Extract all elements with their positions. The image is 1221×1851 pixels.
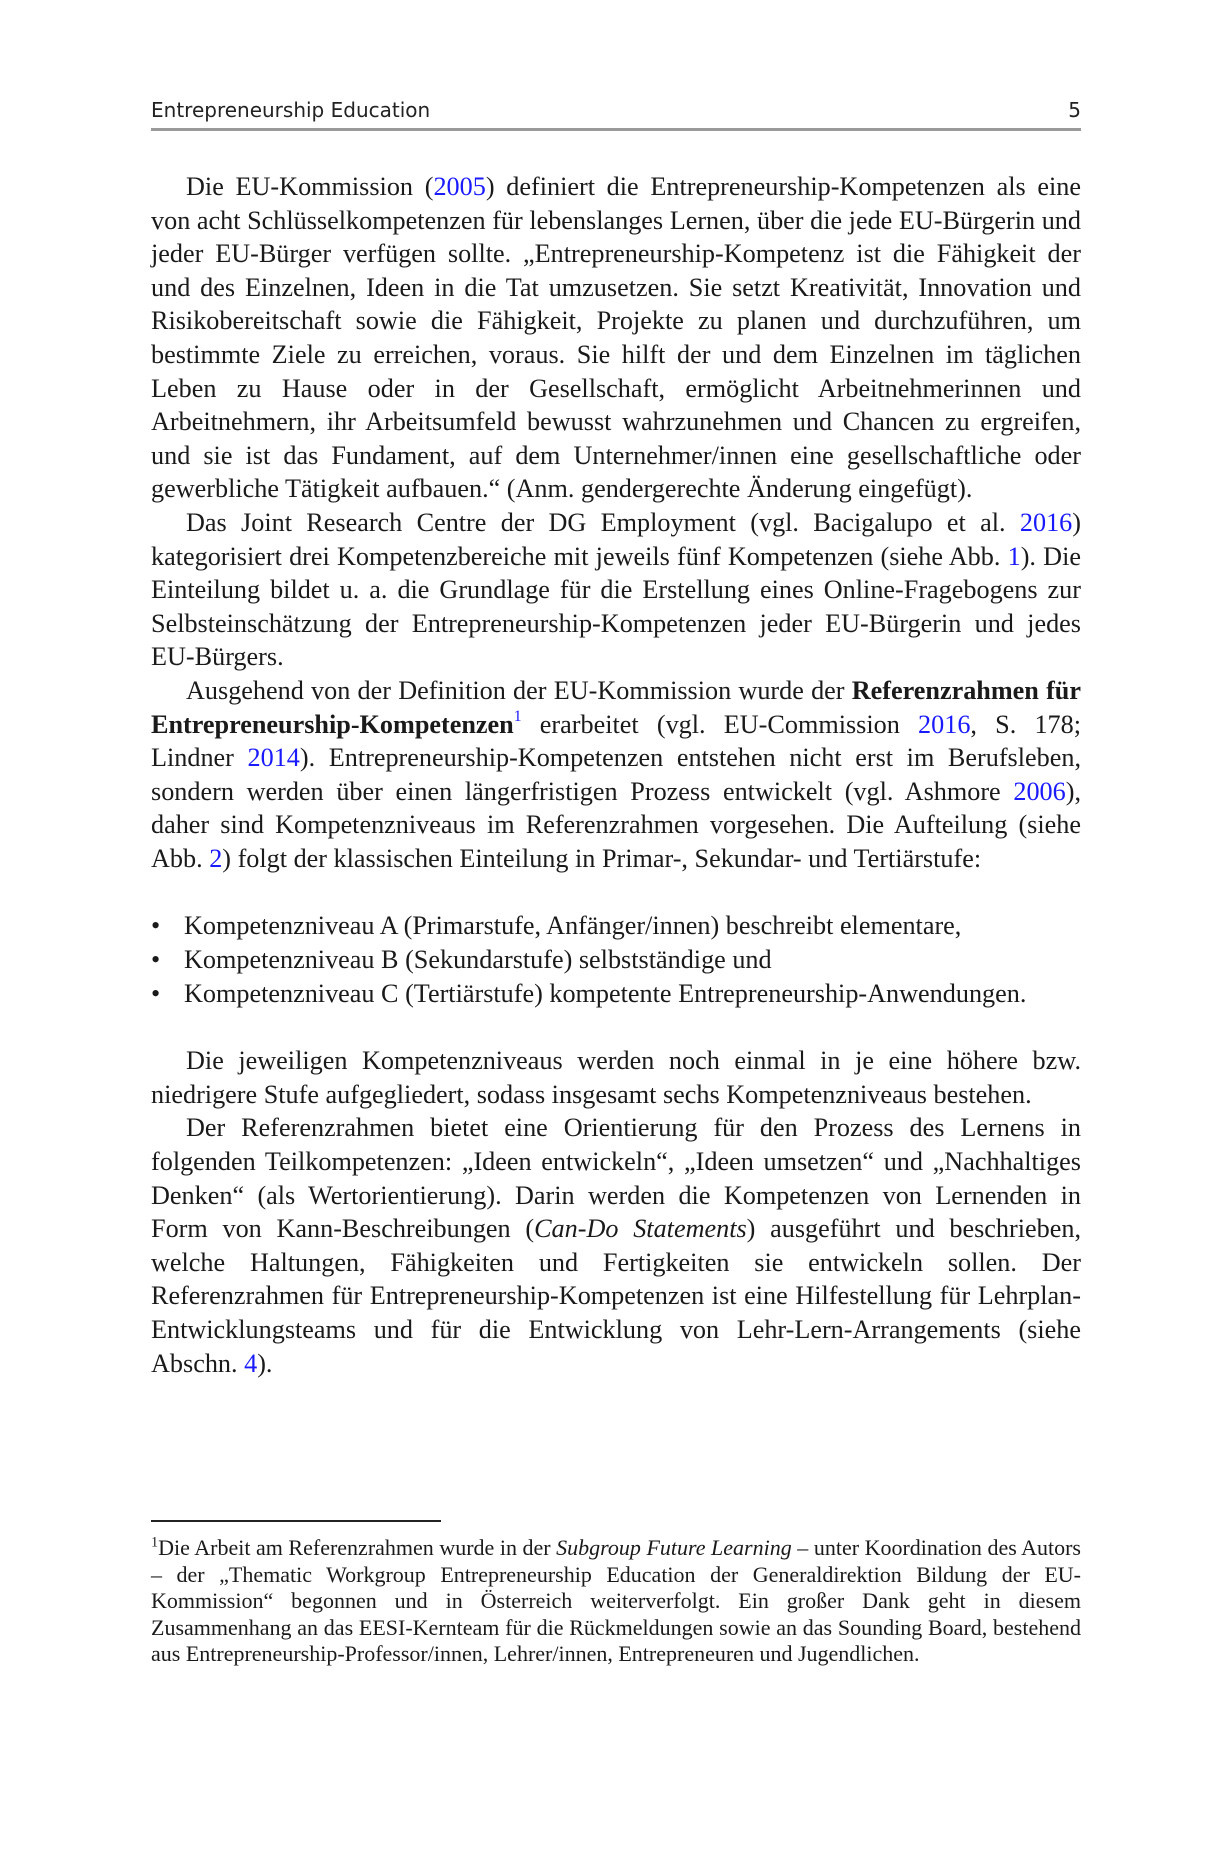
list-item <box>151 977 1081 1011</box>
text-span: erarbeitet (vgl. EU-Commission <box>521 709 919 739</box>
text-span: ). Entrepreneurship-Kompetenzen entstehen nicht erst im Berufsleben, sondern werden über einen längerfristigen Prozess entwickelt (vgl. Ashmore <box>151 743 1081 806</box>
list-item <box>151 943 1081 977</box>
list-item-text: Kompetenzniveau C (Tertiärstufe) kompetente Entrepreneurship-Anwendungen. <box>184 978 1027 1008</box>
text-span: ) kategorisiert drei Kompetenzbereiche mit jeweils fünf Kompetenzen (siehe Abb. <box>151 507 1081 571</box>
list-item-text: Kompetenzniveau B (Sekundarstufe) selbstständige und <box>184 945 772 975</box>
section-link-4[interactable]: 4 <box>244 1348 258 1378</box>
bullet-icon: • <box>151 911 161 941</box>
citation-link-eu-commission-2016[interactable]: 2016 <box>918 709 971 739</box>
running-header <box>151 98 1081 131</box>
citation-link-ashmore-2006[interactable]: 2006 <box>1013 776 1066 806</box>
text-span: , S. 178; Lindner <box>151 709 1082 773</box>
italic-term: Subgroup Future Learning <box>556 1535 792 1560</box>
paragraph-joint-research-centre <box>151 506 1081 674</box>
text-span: ). <box>257 1348 273 1378</box>
text-span: Ausgehend von der Definition der EU-Kommission wurde der <box>186 675 852 705</box>
list-item <box>151 909 1081 943</box>
text-span: ), daher sind Kompetenzniveaus im Referenzrahmen vorgesehen. Die Aufteilung (siehe Abb. <box>151 776 1081 873</box>
footnote-link-1[interactable]: 1 <box>513 707 522 725</box>
text-span: ) folgt der klassischen Einteilung in Primar-, Sekundar- und Tertiärstufe: <box>222 843 982 873</box>
running-title: Entrepreneurship Education <box>151 98 431 122</box>
text-span: Der Referenzrahmen bietet eine Orientierung für den Prozess des Lernens in folgenden Teilkompetenzen: „Ideen entwickeln“, „Ideen umsetzen“ und „Nachhaltiges Denken“ (als Wertorientierung). Darin werden die Kompetenzen von Lernenden in Form von Kann-Beschreibungen ( <box>151 1113 1081 1244</box>
text-span: Die jeweiligen Kompetenzniveaus werden noch einmal in je eine höhere bzw. niedrigere Stufe aufgegliedert, sodass insgesamt sechs Kompetenzniveaus bestehen. <box>151 1046 1081 1109</box>
citation-link-2005[interactable]: 2005 <box>433 172 486 201</box>
bullet-icon: • <box>151 978 161 1008</box>
text-span: Das Joint Research Centre der DG Employment (vgl. Bacigalupo et al. <box>186 507 1020 537</box>
list-item-text: Kompetenzniveau A (Primarstufe, Anfänger/innen) beschreibt elementare, <box>184 911 962 941</box>
text-span: ) ausgeführt und beschrieben, welche Haltungen, Fähigkeiten und Fertigkeiten sie entwickeln sollen. Der Referenzrahmen für Entrepreneurship-Kompetenzen ist eine Hilfestellung für Lehrplan-Entwicklungsteams und für die Entwicklung von Lehr-Lern-Arrangements (siehe Abschn. <box>151 1214 1081 1378</box>
figure-link-2[interactable]: 2 <box>209 843 223 873</box>
figure-link-1[interactable]: 1 <box>1007 541 1021 571</box>
paragraph-eu-commission <box>151 170 1081 506</box>
body-text <box>151 170 1081 1380</box>
footnote-mark: 1 <box>151 1534 159 1551</box>
text-span: – unter Koordination des Autors – der „Thematic Workgroup Entrepreneurship Education der Generaldirektion Bildung der EU-Kommission“ begonnen und in Österreich weiterverfolgt. Ein großer Dank geht in diesem Zusammenhang an das EESI-Kernteam für die Rückmeldungen sowie an das Sounding Board, bestehend aus Entrepreneurship-Professor/innen, Lehrer/innen, Entrepreneuren und Jugendlichen. <box>151 1535 1081 1666</box>
text-span: ) definiert die Entrepreneurship-Kompetenzen als eine von acht Schlüsselkompetenzen für lebenslanges Lernen, über die jede EU-Bürgerin und jeder EU-Bürger verfügen sollte. „Entrepreneurship-Kompetenz ist die Fähigkeit der und des Einzelnen, Ideen in die Tat umzusetzen. Sie setzt Kreativität, Innovation und Risikobereitschaft sowie die Fähigkeit, Projekte zu planen und durchzuführen, um bestimmte Ziele zu erreichen, voraus. Sie hilft der und dem Einzelnen im täglichen Leben zu Hause oder in der Gesellschaft, ermöglicht Arbeitnehmerinnen und Arbeitnehmern, ihr Arbeitsumfeld bewusst wahrzunehmen und Chancen zu ergreifen, und sie ist das Fundament, auf dem Unternehmer/innen eine gesellschaftliche oder gewerbliche Tätigkeit aufbauen.“ (Anm. gendergerechte Änderung eingefügt). <box>151 172 1081 504</box>
text-span: Die Arbeit am Referenzrahmen wurde in der <box>158 1535 557 1560</box>
competence-level-list <box>151 909 1081 1010</box>
text-span: ). Die Einteilung bildet u. a. die Grundlage für die Erstellung eines Online-Fragebogens zur Selbsteinschätzung der Entrepreneurship-Kompetenzen jeder EU-Bürgerin und jedes EU-Bürgers. <box>151 541 1081 672</box>
paragraph-orientation <box>151 1111 1081 1380</box>
page-number: 5 <box>1068 98 1081 122</box>
bold-term: Referenzrahmen für Entrepreneurship-Kompetenzen <box>151 675 1081 739</box>
paragraph-levels <box>151 1044 1081 1111</box>
bullet-icon: • <box>151 945 161 975</box>
footnote-divider <box>151 1520 441 1522</box>
text-span: Die EU-Kommission ( <box>186 172 434 201</box>
citation-link-lindner-2014[interactable]: 2014 <box>247 743 300 773</box>
citation-link-bacigalupo-2016[interactable]: 2016 <box>1019 507 1073 537</box>
paragraph-referenzrahmen <box>151 674 1081 876</box>
italic-term: Can-Do Statements <box>534 1214 747 1244</box>
footnote-1 <box>151 1535 1081 1668</box>
